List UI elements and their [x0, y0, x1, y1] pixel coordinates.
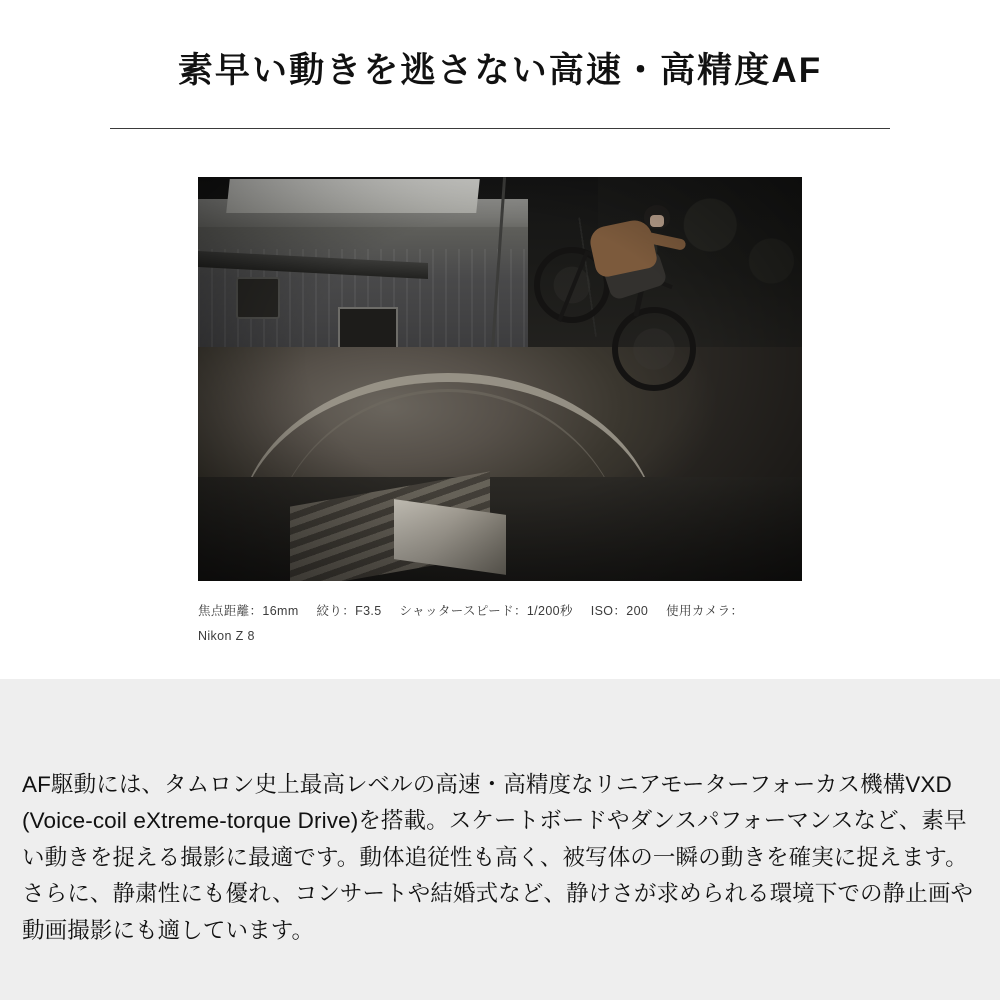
title-divider: [110, 128, 890, 129]
description-section: [0, 679, 1000, 1000]
caption-shutter-speed: シャッタースピード：1/200秒: [399, 603, 573, 618]
photo-caption: [198, 599, 818, 649]
caption-camera-name: Nikon Z 8: [198, 628, 255, 643]
page-title: 素早い動きを逃さない高速・高精度AF: [177, 51, 823, 90]
photo-roof: [226, 179, 480, 213]
caption-iso: ISO：200: [590, 603, 649, 618]
photo-rider-face: [650, 215, 664, 227]
photo-container: [0, 177, 1000, 581]
caption-focal-length: 焦点距離：16mm: [198, 603, 299, 618]
description-text: AF駆動には、タムロン史上最高レベルの高速・高精度なリニアモーターフォーカス機構VXD (Voice-coil eXtreme-torque Drive)を搭載。スケートボードやダンスパフォーマンスなど、素早い動きを捉える撮影に最適です。動体追従性も高く、被写体の一瞬の動きを確実に捉えます。さらに、静粛性にも優れ、コンサートや結婚式など、静けさが求められる環境下での静止画や動画撮影にも適しています。: [22, 772, 974, 943]
caption-camera-label: 使用カメラ：: [666, 603, 744, 618]
sample-photo: [198, 177, 802, 581]
photo-window-small: [236, 277, 280, 319]
caption-aperture: 絞り：F3.5: [316, 603, 382, 618]
photo-rider: [528, 199, 758, 429]
